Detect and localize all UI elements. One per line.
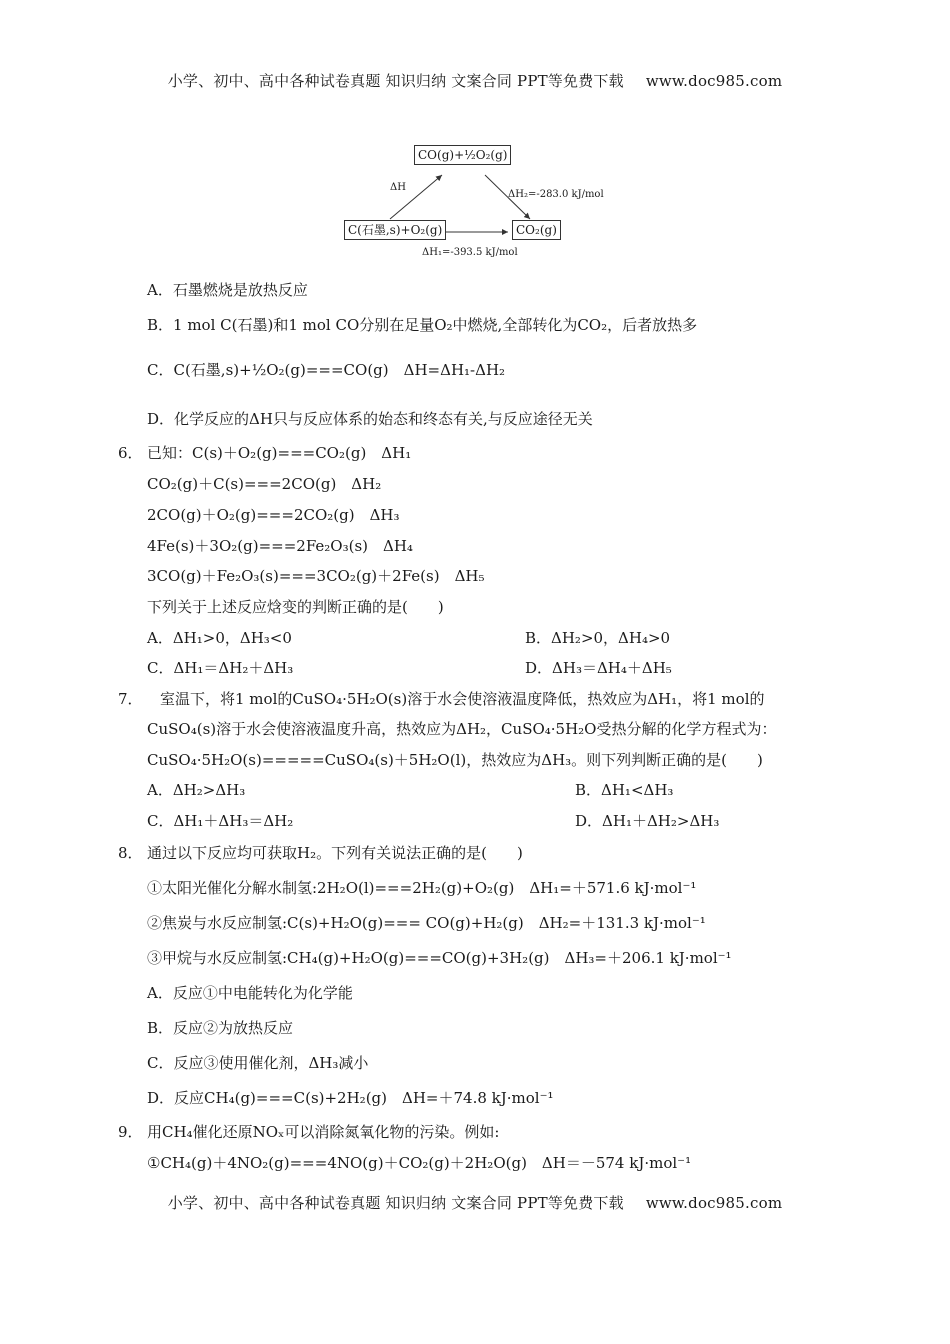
header-url: www.doc985.com [645, 72, 783, 90]
q6-option-d: D．ΔH₃＝ΔH₄＋ΔH₅ [525, 659, 672, 677]
q8-reaction-1: ①太阳光催化分解水制氢:2H₂O(l)===2H₂(g)+O₂(g) ΔH₁=＋571.6 kJ·mol⁻¹ [147, 879, 697, 897]
q6-line-4: 4Fe(s)＋3O₂(g)===2Fe₂O₃(s) ΔH₄ [147, 537, 413, 555]
q7-number: 7． [118, 690, 143, 708]
footer-text: 小学、初中、高中各种试卷真题 知识归纳 文案合同 PPT等免费下载 [167, 1194, 624, 1212]
q7-option-c: C．ΔH₁＋ΔH₃＝ΔH₂ [147, 812, 294, 830]
diagram-label-dh2: ΔH₂=-283.0 kJ/mol [508, 189, 604, 200]
q7-option-d: D．ΔH₁＋ΔH₂>ΔH₃ [575, 812, 720, 830]
diagram-label-dh: ΔH [390, 182, 406, 193]
q8-option-d: D．反应CH₄(g)===C(s)+2H₂(g) ΔH=＋74.8 kJ·mol⁻¹ [147, 1089, 554, 1107]
q5-option-d: D．化学反应的ΔH只与反应体系的始态和终态有关,与反应途径无关 [147, 410, 593, 428]
q6-number: 6． [118, 444, 143, 462]
q8-option-a: A．反应①中电能转化为化学能 [147, 984, 353, 1002]
q7-line-3: CuSO₄·5H₂O(s)=====CuSO₄(s)＋5H₂O(l)，热效应为ΔH₃。则下列判断正确的是( ) [147, 751, 763, 769]
q7-option-b: B．ΔH₁<ΔH₃ [575, 781, 674, 799]
q7-line-1: 室温下，将1 mol的CuSO₄·5H₂O(s)溶于水会使溶液温度降低，热效应为ΔH₁，将1 mol的 [160, 690, 765, 708]
q5-option-b: B．1 mol C(石墨)和1 mol CO分别在足量O₂中燃烧,全部转化为CO₂，后者放热多 [147, 316, 698, 334]
diagram-label-dh1: ΔH₁=-393.5 kJ/mol [422, 247, 518, 258]
q6-option-c: C．ΔH₁＝ΔH₂＋ΔH₃ [147, 659, 294, 677]
q9-number: 9． [118, 1123, 143, 1141]
q8-reaction-2: ②焦炭与水反应制氢:C(s)+H₂O(g)=== CO(g)+H₂(g) ΔH₂=＋131.3 kJ·mol⁻¹ [147, 914, 706, 932]
q6-line-3: 2CO(g)＋O₂(g)===2CO₂(g) ΔH₃ [147, 506, 400, 524]
q8-option-b: B．反应②为放热反应 [147, 1019, 294, 1037]
q6-line-2: CO₂(g)＋C(s)===2CO(g) ΔH₂ [147, 475, 382, 493]
diagram-left-box: C(石墨,s)+O₂(g) [344, 220, 446, 240]
diagram-right-box: CO₂(g) [512, 220, 561, 240]
q6-option-b: B．ΔH₂>0，ΔH₄>0 [525, 629, 671, 647]
header-text: 小学、初中、高中各种试卷真题 知识归纳 文案合同 PPT等免费下载 [167, 72, 624, 90]
page-header [0, 70, 950, 91]
q8-reaction-3: ③甲烷与水反应制氢:CH₄(g)+H₂O(g)===CO(g)+3H₂(g) ΔH₃=＋206.1 kJ·mol⁻¹ [147, 949, 732, 967]
q5-option-c: C．C(石墨,s)+½O₂(g)===CO(g) ΔH=ΔH₁-ΔH₂ [147, 361, 506, 379]
diagram-top-box: CO(g)+½O₂(g) [414, 145, 511, 165]
q6-line-5: 3CO(g)＋Fe₂O₃(s)===3CO₂(g)＋2Fe(s) ΔH₅ [147, 567, 485, 585]
q8-stem: 通过以下反应均可获取H₂。下列有关说法正确的是( ) [147, 844, 523, 862]
q9-stem: 用CH₄催化还原NOₓ可以消除氮氧化物的污染。例如: [147, 1123, 500, 1141]
footer-url: www.doc985.com [645, 1194, 783, 1212]
enthalpy-cycle-diagram [330, 135, 604, 265]
q7-line-2: CuSO₄(s)溶于水会使溶液温度升高，热效应为ΔH₂，CuSO₄·5H₂O受热分解的化学方程式为： [147, 720, 777, 738]
page-footer [0, 1192, 950, 1213]
q7-option-a: A．ΔH₂>ΔH₃ [147, 781, 246, 799]
q6-line-1: 已知：C(s)＋O₂(g)===CO₂(g) ΔH₁ [147, 444, 412, 462]
q8-number: 8． [118, 844, 143, 862]
q9-reaction-1: ①CH₄(g)＋4NO₂(g)===4NO(g)＋CO₂(g)＋2H₂O(g) ΔH＝－574 kJ·mol⁻¹ [147, 1154, 692, 1172]
q5-option-a: A．石墨燃烧是放热反应 [147, 281, 308, 299]
q6-stem: 下列关于上述反应焓变的判断正确的是( ) [147, 598, 444, 616]
q8-option-c: C．反应③使用催化剂，ΔH₃减小 [147, 1054, 369, 1072]
q6-option-a: A．ΔH₁>0，ΔH₃<0 [147, 629, 292, 647]
